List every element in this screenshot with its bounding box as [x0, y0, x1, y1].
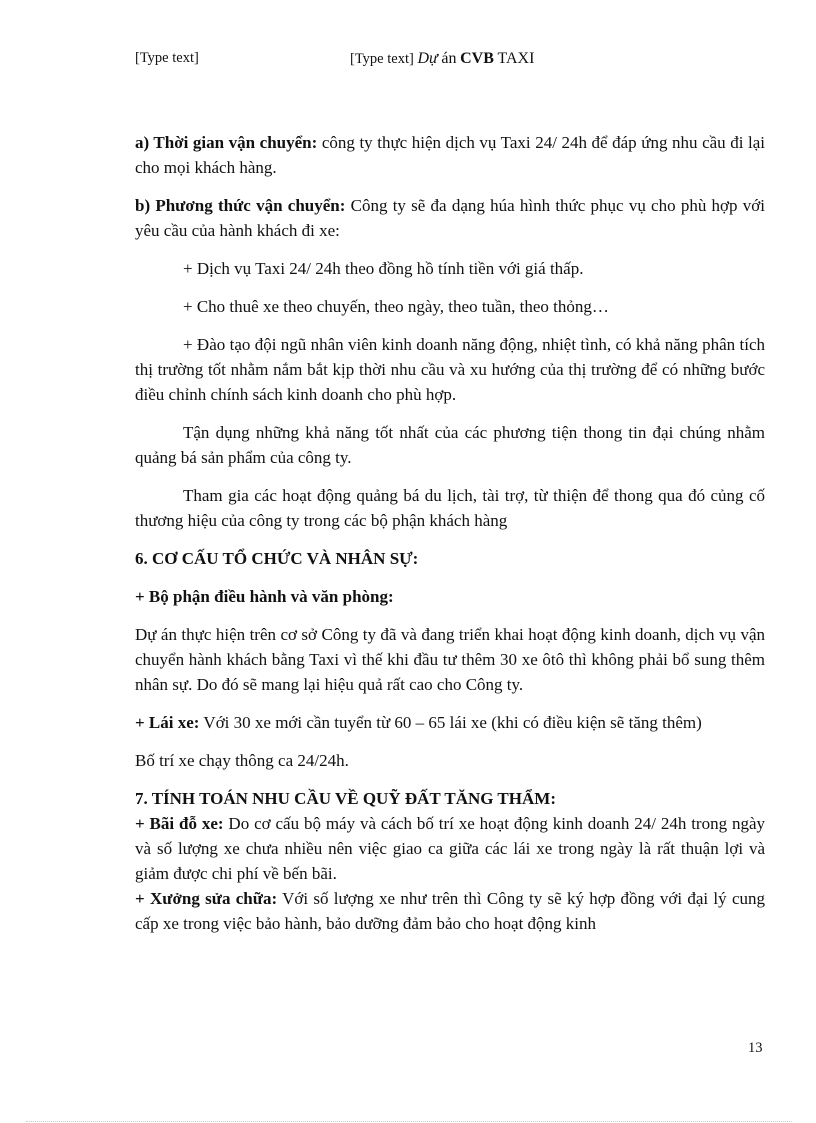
- project-title-suffix: TAXI: [497, 50, 535, 67]
- text-workshop: Với số lượng xe như trên thì Công ty sẽ ký hợp đồng với đại lý cung cấp xe trong việc bảo hành, bảo dưỡng đảm bảo cho hoạt động kinh: [135, 889, 765, 933]
- section-heading-7: 7. TÍNH TOÁN NHU CẦU VỀ QUỸ ĐẤT TĂNG THẨM:: [135, 789, 556, 808]
- label-workshop: + Xưởng sửa chữa:: [135, 889, 278, 908]
- document-body: [135, 130, 765, 936]
- paragraph-transport-time: [135, 130, 765, 180]
- label-drivers: + Lái xe:: [135, 713, 200, 732]
- paragraph-staffing: Dự án thực hiện trên cơ sở Công ty đã và đang triển khai hoạt động kinh doanh, dịch vụ vận chuyển hành khách bằng Taxi vì thế khi đầu tư thêm 30 xe ôtô thì không phải bổ sung thêm nhân sự. Do đó sẽ mang lại hiệu quả rất cao cho Công ty.: [135, 625, 765, 694]
- label-parking: + Bãi đỗ xe:: [135, 814, 224, 833]
- text-transport-method: Công ty sẽ đa dạng húa hình thức phục vụ cho phù hợp với yêu cầu của hành khách đi xe:: [135, 196, 765, 240]
- page-number: 13: [748, 1040, 763, 1056]
- paragraph-parking: [135, 811, 765, 886]
- paragraph-workshop: [135, 886, 765, 936]
- header-project-title: [350, 50, 534, 68]
- text-parking: Do cơ cấu bộ máy và cách bố trí xe hoạt động kinh doanh 24/ 24h trong ngày và số lượng xe chưa nhiều nên việc giao ca giữa các lái xe trong ngày là rất thuận lợi và giảm được chi phí về bến bãi.: [135, 814, 765, 883]
- project-title-prefix: Dự: [417, 50, 438, 67]
- list-item-rental: + Cho thuê xe theo chuyến, theo ngày, theo tuần, theo thỏng…: [183, 297, 609, 316]
- paragraph-media: Tận dụng những khả năng tốt nhất của các phương tiện thong tin đại chúng nhằm quảng bá sản phẩm của công ty.: [135, 423, 765, 467]
- label-transport-method: b) Phương thức vận chuyển:: [135, 196, 346, 215]
- paragraph-drivers: [135, 710, 765, 735]
- section-heading-6: 6. CƠ CẤU TỔ CHỨC VÀ NHÂN SỰ:: [135, 549, 419, 568]
- paragraph-shifts: Bố trí xe chạy thông ca 24/24h.: [135, 751, 349, 770]
- project-title-bold: CVB: [460, 50, 494, 67]
- header-center-placeholder: [Type text]: [350, 51, 414, 67]
- paragraph-transport-method: [135, 193, 765, 243]
- label-transport-time: a) Thời gian vận chuyển:: [135, 133, 318, 152]
- list-item-training: + Đào tạo đội ngũ nhân viên kinh doanh năng động, nhiệt tình, có khả năng phân tích thị trường tốt nhằm nắm bắt kịp thời nhu cầu và xu hướng của thị trường để có những bước điều chỉnh chính sách kinh doanh cho phù hợp.: [135, 335, 765, 404]
- paragraph-promotion: Tham gia các hoạt động quảng bá du lịch, tài trợ, từ thiện để thong qua đó củng cố thương hiệu của công ty trong các bộ phận khách hàng: [135, 486, 765, 530]
- subheading-management: + Bộ phận điều hành và văn phòng:: [135, 587, 394, 606]
- text-drivers: Với 30 xe mới cần tuyển từ 60 – 65 lái xe (khi có điều kiện sẽ tăng thêm): [199, 713, 702, 732]
- project-title-word: án: [441, 50, 457, 67]
- page-bottom-divider: [26, 1121, 792, 1122]
- text-transport-time: công ty thực hiện dịch vụ Taxi 24/ 24h để đáp ứng nhu cầu đi lại cho mọi khách hàng.: [135, 133, 765, 177]
- list-item-taxi-service: + Dịch vụ Taxi 24/ 24h theo đồng hồ tính tiền với giá thấp.: [183, 259, 584, 278]
- header-left-placeholder: [Type text]: [135, 50, 199, 66]
